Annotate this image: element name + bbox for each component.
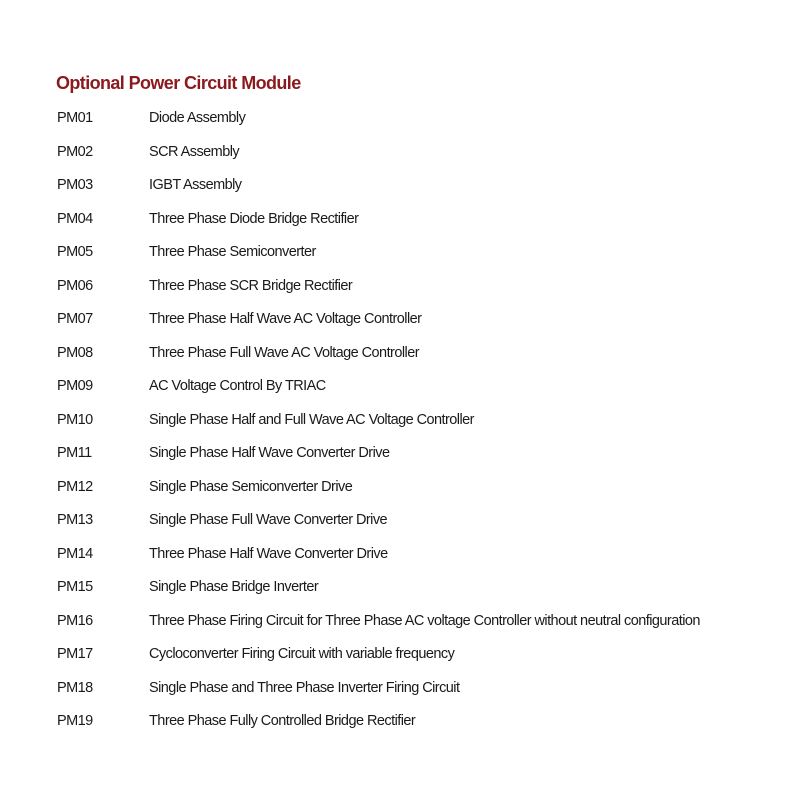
module-code: PM12 <box>57 478 93 495</box>
module-row <box>0 510 800 544</box>
module-row <box>0 410 800 444</box>
module-description: Three Phase Half Wave AC Voltage Controller <box>149 311 422 327</box>
module-description: Three Phase Semiconverter <box>149 244 316 260</box>
module-description: Single Phase and Three Phase Inverter Firing Circuit <box>149 679 460 696</box>
module-row <box>0 611 800 645</box>
module-row <box>0 142 800 176</box>
module-row <box>0 678 800 712</box>
module-row <box>0 175 800 209</box>
module-row <box>0 108 800 142</box>
module-code: PM03 <box>57 177 93 193</box>
module-description: Single Phase Half and Full Wave AC Voltage Controller <box>149 411 474 428</box>
module-description: Three Phase Diode Bridge Rectifier <box>149 210 359 227</box>
module-row <box>0 644 800 678</box>
module-row <box>0 477 800 511</box>
module-code: PM11 <box>57 445 92 461</box>
module-row <box>0 309 800 343</box>
module-row <box>0 276 800 310</box>
module-description: Three Phase Half Wave Converter Drive <box>149 545 388 562</box>
module-row <box>0 343 800 377</box>
module-code: PM17 <box>57 646 93 662</box>
module-description: Single Phase Half Wave Converter Drive <box>149 445 390 461</box>
module-row <box>0 443 800 477</box>
module-row <box>0 209 800 243</box>
module-description: IGBT Assembly <box>149 177 242 193</box>
section-heading: Optional Power Circuit Module <box>56 73 301 93</box>
module-row <box>0 577 800 611</box>
module-row <box>0 544 800 578</box>
module-code: PM18 <box>57 679 93 696</box>
module-description: Three Phase Full Wave AC Voltage Controller <box>149 344 419 361</box>
module-description: AC Voltage Control By TRIAC <box>149 378 326 394</box>
module-code: PM08 <box>57 344 93 361</box>
module-row <box>0 711 800 745</box>
module-row <box>0 242 800 276</box>
module-description: Three Phase Firing Circuit for Three Phase AC voltage Controller without neutral configuration <box>149 612 700 629</box>
module-code: PM04 <box>57 210 93 227</box>
module-code: PM06 <box>57 277 93 294</box>
module-description: Single Phase Bridge Inverter <box>149 579 319 595</box>
module-code: PM13 <box>57 512 93 528</box>
module-code: PM07 <box>57 311 93 327</box>
module-code: PM15 <box>57 579 93 595</box>
module-description: Single Phase Full Wave Converter Drive <box>149 512 388 528</box>
module-description: SCR Assembly <box>149 143 240 160</box>
module-description: Three Phase SCR Bridge Rectifier <box>149 277 353 294</box>
module-code: PM10 <box>57 411 93 428</box>
module-description: Diode Assembly <box>149 110 246 126</box>
module-code: PM16 <box>57 612 93 629</box>
module-description: Three Phase Fully Controlled Bridge Rectifier <box>149 713 416 729</box>
module-code: PM01 <box>57 110 93 126</box>
module-code: PM05 <box>57 244 93 260</box>
module-list <box>0 108 800 745</box>
module-code: PM14 <box>57 545 93 562</box>
module-code: PM02 <box>57 143 93 160</box>
module-description: Cycloconverter Firing Circuit with variable frequency <box>149 646 455 662</box>
module-row <box>0 376 800 410</box>
module-code: PM19 <box>57 713 93 729</box>
module-code: PM09 <box>57 378 93 394</box>
module-description: Single Phase Semiconverter Drive <box>149 478 353 495</box>
